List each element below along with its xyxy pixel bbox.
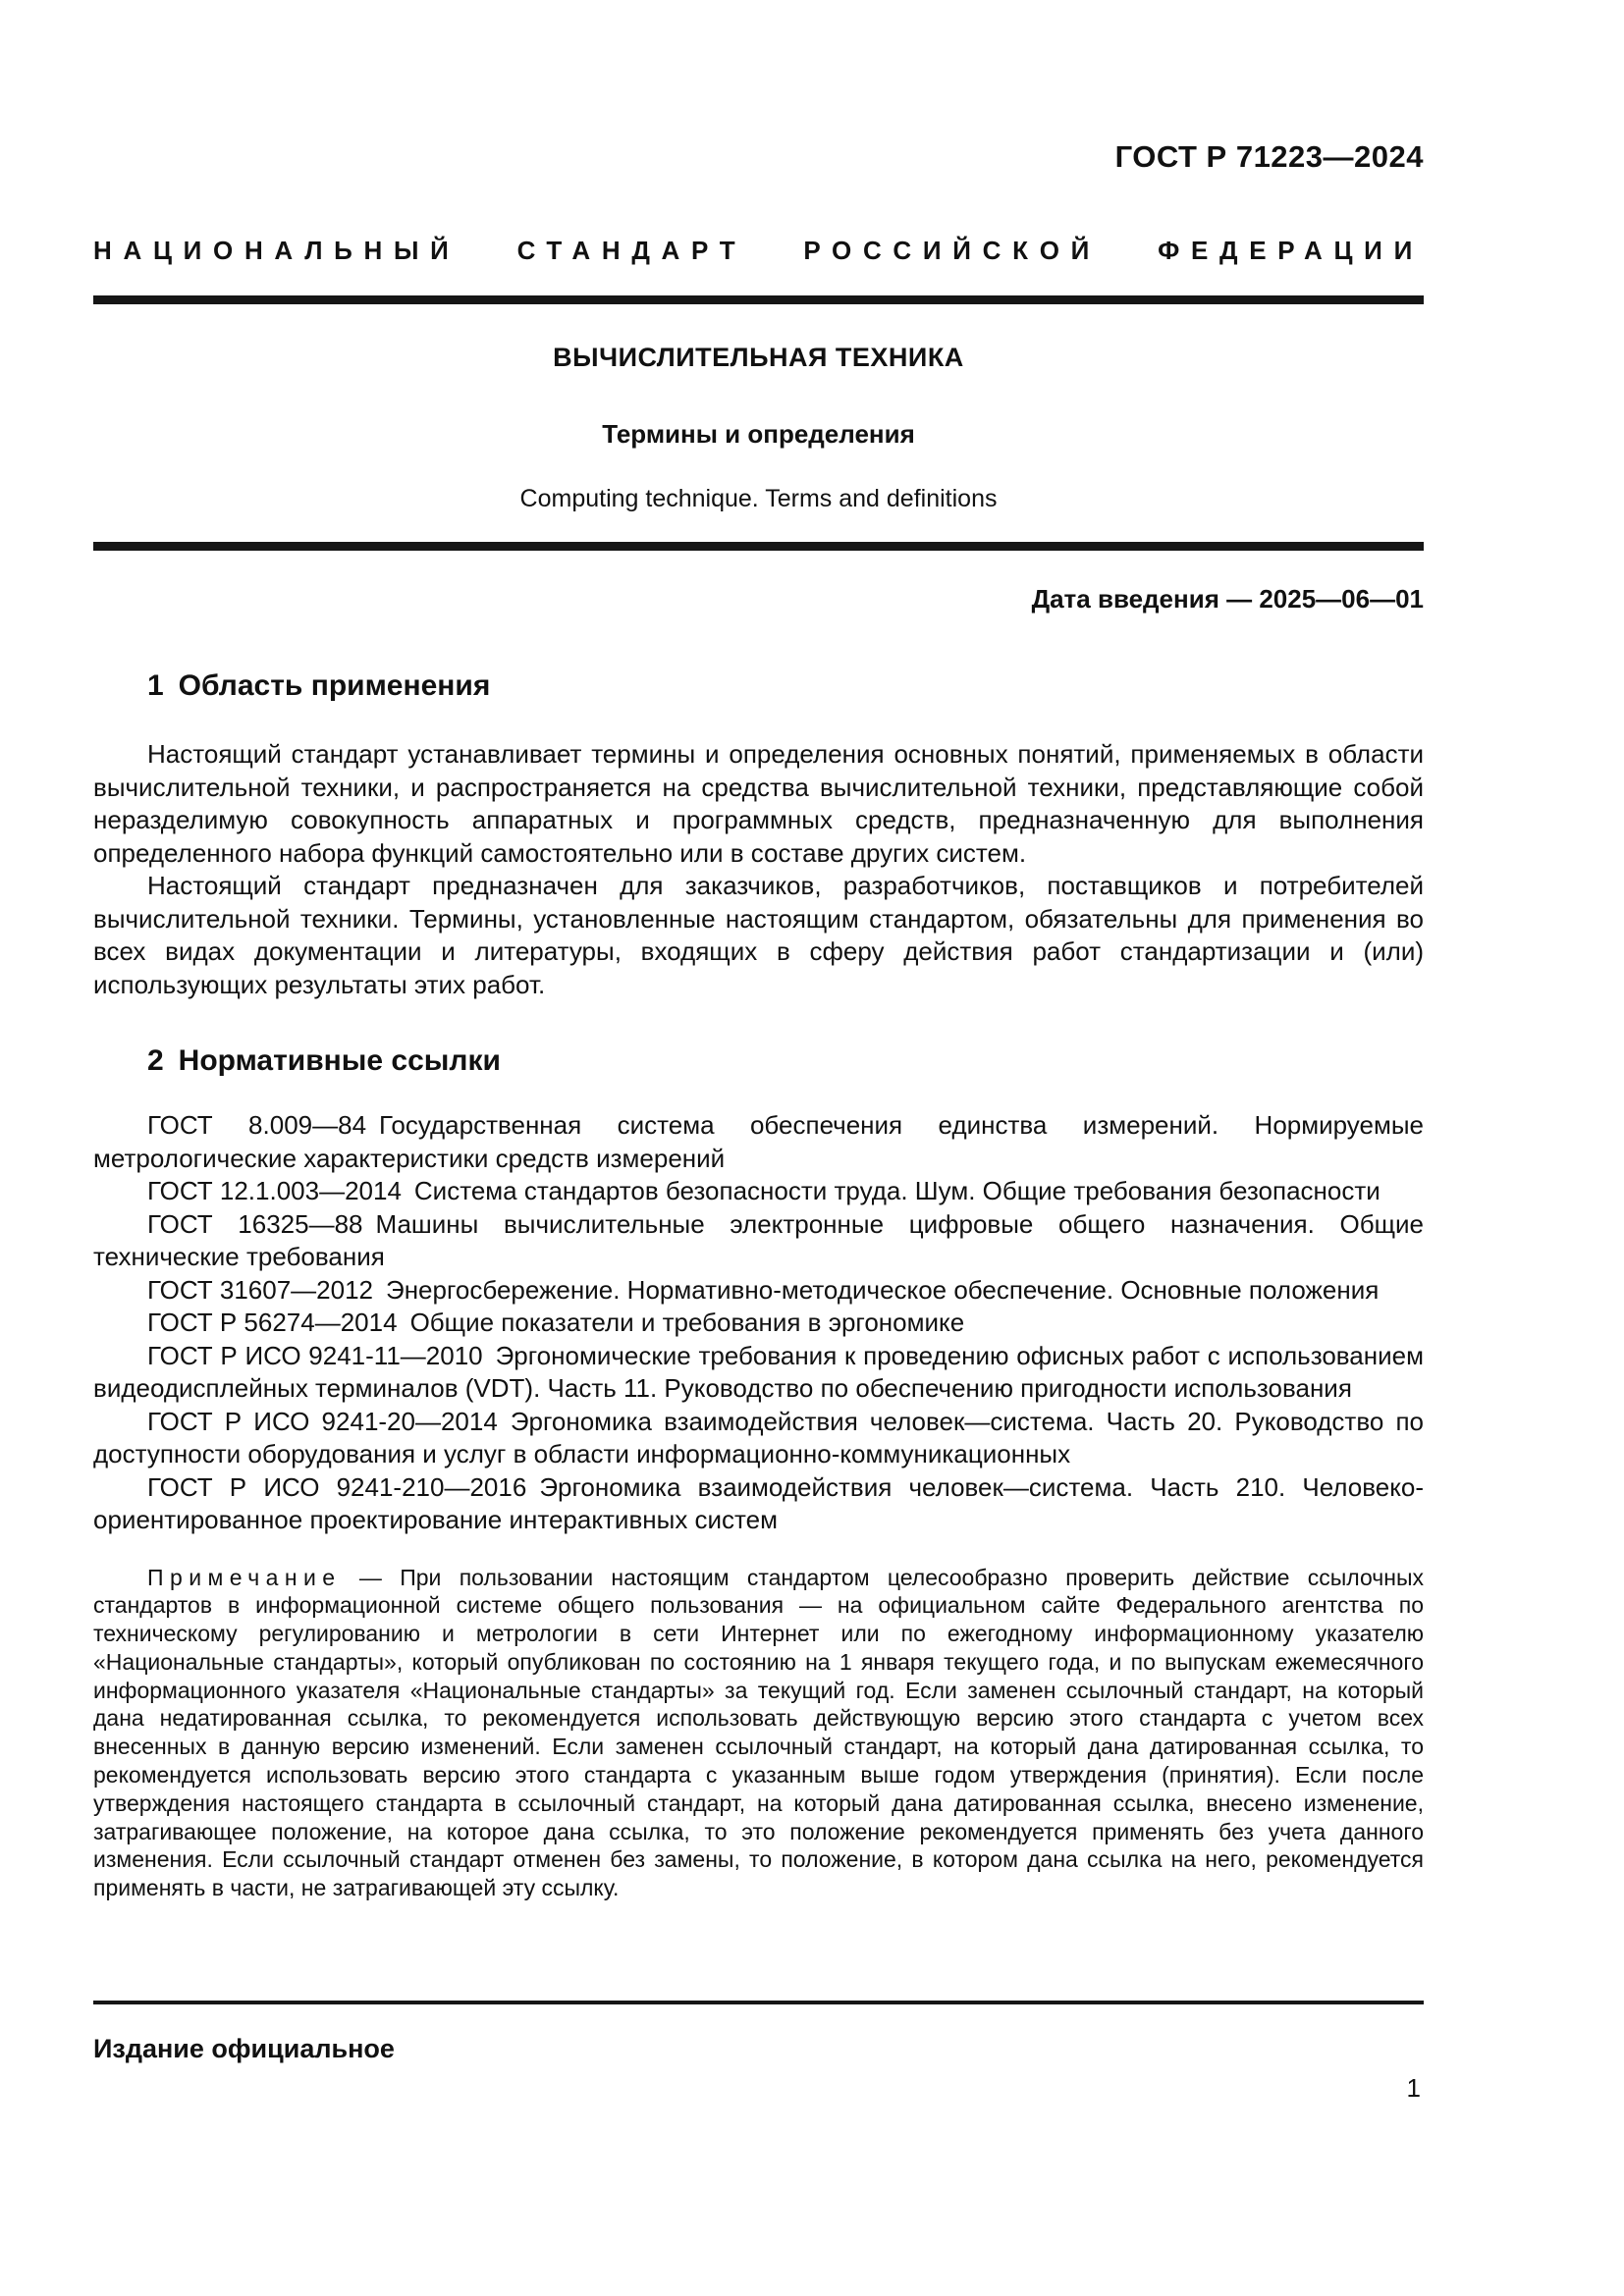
note-text: — При пользовании настоящим стандартом целесообразно проверить действие ссылочных стандартов в информационной системе общего пользования — на официальном сайте Федерального агентства по техническому регулированию и метрологии в сети Интернет или по ежегодному информационному указателю «Национальные стандарты», который опубликован по состоянию на 1 января текущего года, и по выпускам ежемесячного информационного указателя «Национальные стандарты» за текущий год. Если заменен ссылочный стандарт, на который дана недатированная ссылка, то рекомендуется использовать действующую версию этого стандарта с учетом всех внесенных в данную версию изменений. Если заменен ссылочный стандарт, на который дана датированная ссылка, то рекомендуется использовать версию этого стандарта с указанным выше годом утверждения (принятия). Если после утверждения настоящего стандарта в ссылочный стандарт, на который дана датированная ссылка, внесено изменение, затрагивающее положение, на которое дана ссылка, то это положение рекомендуется применять без учета данного изменения. Если ссылочный стандарт отменен без замены, то положение, в котором дана ссылка на него, рекомендуется применять в части, не затрагивающей эту ссылку.	[93, 1564, 1424, 1901]
section1-paragraph: Настоящий стандарт предназначен для заказчиков, разработчиков, поставщиков и потребителей вычислительной техники. Термины, установленные настоящим стандартом, обязательны для применения во всех видах документации и литературы, входящих в сферу действия работ стандартизации и (или) использующих результаты этих работ.	[93, 871, 1424, 999]
doc-subtitle: Термины и определения	[602, 419, 915, 449]
header-word: РОССИЙСКОЙ	[803, 236, 1102, 265]
page-number: 1	[1406, 2073, 1421, 2103]
reference-item: ГОСТ Р ИСО 9241-11—2010 Эргономические требования к проведению офисных работ с использованием видеодисплейных терминалов (VDT). Часть 11. Руководство по обеспечению пригодности использования	[93, 1340, 1424, 1403]
reference-item: ГОСТ 31607—2012 Энергосбережение. Нормативно-методическое обеспечение. Основные положения	[147, 1274, 1380, 1305]
reference-item: ГОСТ 12.1.003—2014 Система стандартов безопасности труда. Шум. Общие требования безопасности	[147, 1176, 1380, 1205]
divider-rule-bottom	[93, 542, 1424, 551]
doc-title: ВЫЧИСЛИТЕЛЬНАЯ ТЕХНИКА	[553, 343, 964, 372]
header-word: НАЦИОНАЛЬНЫЙ	[93, 236, 460, 265]
doc-code: ГОСТ Р 71223—2024	[1114, 139, 1424, 174]
doc-title-english: Computing technique. Terms and definitions	[519, 485, 998, 512]
section1-heading: 1 Область применения	[147, 669, 491, 702]
section1-paragraph: Настоящий стандарт устанавливает термины и определения основных понятий, применяемых в области вычислительной техники, и распространяется на средства вычислительной техники, представляющие собой неразделимую совокупность аппаратных и программных средств, предназначенную для выполнения определенного набора функций самостоятельно или в составе других систем.	[93, 739, 1424, 868]
references-list	[93, 1109, 1424, 1537]
effective-date: Дата введения — 2025—06—01	[1031, 584, 1424, 614]
header-word: СТАНДАРТ	[516, 236, 747, 265]
footer-rule	[93, 2001, 1424, 2004]
reference-item: ГОСТ 8.009—84 Государственная система обеспечения единства измерений. Нормируемые метрологические характеристики средств измерений	[93, 1110, 1424, 1173]
reference-item: ГОСТ Р 56274—2014 Общие показатели и требования в эргономике	[147, 1308, 965, 1337]
note-paragraph	[93, 1564, 1424, 1903]
national-standard-header	[93, 236, 1424, 266]
header-word: ФЕДЕРАЦИИ	[1158, 236, 1424, 265]
note-label: Примечание	[147, 1564, 342, 1590]
reference-item: ГОСТ 16325—88 Машины вычислительные электронные цифровые общего назначения. Общие технические требования	[93, 1208, 1424, 1271]
divider-rule-top	[93, 295, 1424, 304]
section2-heading: 2 Нормативные ссылки	[147, 1044, 501, 1077]
reference-item: ГОСТ Р ИСО 9241-210—2016 Эргономика взаимодействия человек—система. Часть 210. Человеко-ориентированное проектирование интерактивных систем	[93, 1471, 1424, 1534]
reference-item: ГОСТ Р ИСО 9241-20—2014 Эргономика взаимодействия человек—система. Часть 20. Руководство по доступности оборудования и услуг в области информационно-коммуникационных	[93, 1406, 1424, 1468]
edition-official-label: Издание официальное	[93, 2034, 395, 2063]
